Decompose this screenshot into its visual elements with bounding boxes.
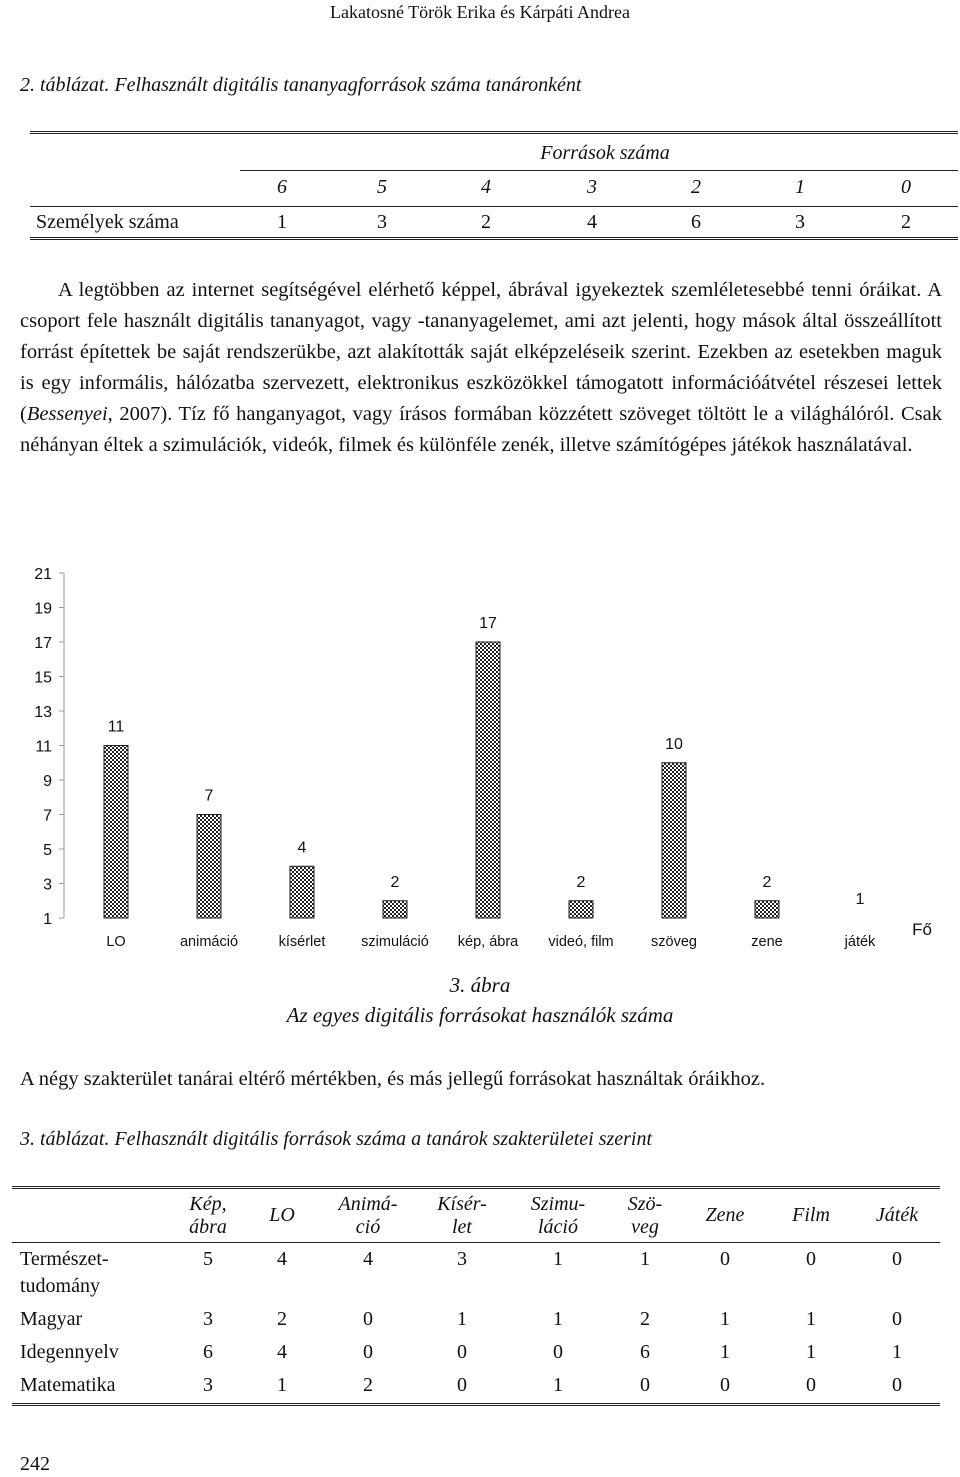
y-tick-label: 21 bbox=[34, 566, 52, 583]
table3-col-header bbox=[323, 1193, 413, 1239]
table3-cell: 1 bbox=[806, 1341, 816, 1363]
table2-mid-rule bbox=[30, 206, 958, 207]
table3-cell: 0 bbox=[892, 1248, 902, 1270]
table3-cell: 1 bbox=[892, 1341, 902, 1363]
table3-cell: 1 bbox=[720, 1341, 730, 1363]
bar bbox=[476, 642, 500, 918]
table3-col-header-line: Szö- bbox=[627, 1193, 663, 1215]
bar bbox=[290, 866, 314, 918]
table3-cell: 2 bbox=[277, 1308, 287, 1330]
y-tick-label: 15 bbox=[34, 669, 52, 687]
x-category-label: kísérlet bbox=[278, 934, 326, 950]
bar-data-label: 17 bbox=[479, 615, 497, 632]
table2-bottom-rule bbox=[30, 237, 958, 240]
table3-col-header bbox=[600, 1193, 690, 1239]
table2-cell: 3 bbox=[377, 211, 387, 233]
bar-data-label: 4 bbox=[297, 839, 307, 857]
table3-col-header-line: Zene bbox=[705, 1204, 745, 1226]
table3-col-header-line: Film bbox=[792, 1204, 830, 1226]
table3-cell: 1 bbox=[720, 1308, 730, 1330]
table3-cell: 3 bbox=[203, 1374, 213, 1396]
bar-data-label: 1 bbox=[855, 891, 865, 908]
figure-title: Az egyes digitális forrásokat használók száma bbox=[286, 1003, 674, 1027]
paragraph-part1: A legtöbben az internet segítségével elérhető képpel, ábrával igyekeztek szemléletesebbé tenni óráikat. A csoport fele használt digitális tananyagot, vagy -tananyagelemet, ami azt jelenti, hogy mások által összeállított forrást építettek be saját rendszerükbe, azt alakították saját elképzeléseik szerint. Ezekben az esetekben maguk is egy informális, hálózatba szervezett, elektronikus eszközökkel támogatott információátvétel részesei lettek ( bbox=[20, 279, 942, 425]
table3-cell: 1 bbox=[553, 1308, 563, 1330]
table3-cell: 0 bbox=[457, 1341, 467, 1363]
table3-row-label-line: Magyar bbox=[20, 1308, 83, 1330]
table3-cell: 0 bbox=[457, 1374, 467, 1396]
table3-cell: 2 bbox=[640, 1308, 650, 1330]
table2-row-label: Személyek száma bbox=[36, 211, 179, 233]
x-category-label: szöveg bbox=[651, 934, 697, 950]
table3-cell: 2 bbox=[363, 1374, 373, 1396]
table3-cell: 0 bbox=[363, 1308, 373, 1330]
bar-data-label: 11 bbox=[107, 718, 125, 736]
x-category-label: animáció bbox=[179, 934, 239, 950]
table3-cell: 3 bbox=[203, 1308, 213, 1330]
y-tick-label: 7 bbox=[43, 807, 52, 825]
table2-col-header: 4 bbox=[481, 176, 491, 198]
table3-cell: 0 bbox=[892, 1374, 902, 1396]
bar bbox=[383, 901, 407, 918]
table3-cell: 0 bbox=[720, 1374, 730, 1396]
y-tick-label: 9 bbox=[43, 773, 52, 790]
table2-col-header: 1 bbox=[795, 176, 805, 198]
table3-col-header-line: láció bbox=[538, 1216, 578, 1238]
table3-col-header-line: ábra bbox=[189, 1216, 227, 1238]
table2-caption-label: 2. táblázat. bbox=[20, 74, 110, 96]
table3-col-header bbox=[417, 1193, 507, 1239]
x-category-label: játék bbox=[844, 934, 876, 950]
y-tick-label: 13 bbox=[34, 704, 52, 721]
table3-col-header-line: ció bbox=[355, 1216, 381, 1238]
table3-col-header-line: Szimu- bbox=[530, 1193, 586, 1215]
table3-col-header-line: Animá- bbox=[338, 1193, 398, 1215]
bar bbox=[197, 815, 221, 919]
table2-caption-text: Felhasznált digitális tananyagforrások száma tanáronként bbox=[114, 74, 582, 96]
table3-caption-label: 3. táblázat. bbox=[20, 1128, 110, 1150]
table3-cell: 6 bbox=[203, 1341, 213, 1363]
citation-author: Bessenyei bbox=[26, 403, 108, 425]
table3-col-header bbox=[237, 1204, 327, 1227]
table2-col-header: 0 bbox=[901, 176, 911, 198]
table3-col-header-line: Kísér- bbox=[437, 1193, 487, 1215]
bar bbox=[755, 901, 779, 918]
table3-cell: 4 bbox=[277, 1341, 287, 1363]
table3-row-label bbox=[20, 1246, 109, 1300]
table3-cell: 0 bbox=[640, 1374, 650, 1396]
paragraph-part2: , 2007). Tíz fő hanganyagot, vagy írásos formában közzétett szöveget töltött le a világhálóról. Csak néhányan éltek a szimulációk, videók, filmek és különféle zenék, illetve számítógépes játékok használatával. bbox=[20, 403, 942, 456]
bar-data-label: 2 bbox=[762, 873, 772, 891]
table3-cell: 6 bbox=[640, 1341, 650, 1363]
table3-caption-text: Felhasznált digitális források száma a tanárok szakterületei szerint bbox=[114, 1128, 653, 1150]
table3-col-header-line: Játék bbox=[875, 1204, 919, 1226]
table3-bottom-rule bbox=[12, 1403, 940, 1406]
bar-data-label: 2 bbox=[576, 873, 586, 891]
transition-sentence: A négy szakterület tanárai eltérő mértékben, és más jellegű forrásokat használtak óráikhoz. bbox=[20, 1068, 766, 1090]
table3-col-header-line: LO bbox=[269, 1204, 295, 1226]
table3-cell: 3 bbox=[457, 1248, 467, 1270]
table3-cell: 1 bbox=[553, 1248, 563, 1270]
table2-cell: 6 bbox=[691, 211, 701, 233]
table3-row-label bbox=[20, 1306, 82, 1333]
table3-cell: 1 bbox=[640, 1248, 650, 1270]
table2-top-rule bbox=[30, 131, 958, 134]
table3-row-label-line: tudomány bbox=[20, 1275, 100, 1297]
table3-col-header bbox=[513, 1193, 603, 1239]
table3-row-label bbox=[20, 1372, 116, 1399]
table3-cell: 1 bbox=[457, 1308, 467, 1330]
table2-caption bbox=[20, 74, 581, 97]
table3-cell: 1 bbox=[806, 1308, 816, 1330]
table2-group-rule bbox=[240, 170, 958, 171]
table2-col-header: 3 bbox=[587, 176, 597, 198]
y-tick-label: 1 bbox=[43, 911, 52, 928]
body-paragraph bbox=[20, 275, 942, 461]
table3-header-rule bbox=[12, 1242, 940, 1243]
x-category-label: kép, ábra bbox=[457, 934, 519, 950]
table3-col-header-line: veg bbox=[631, 1216, 659, 1238]
page-number: 242 bbox=[20, 1453, 50, 1475]
bar bbox=[104, 746, 128, 919]
table3-cell: 0 bbox=[806, 1248, 816, 1270]
table3-row-label bbox=[20, 1339, 119, 1366]
table2-col-header: 2 bbox=[691, 176, 701, 198]
table2-cell: 3 bbox=[795, 211, 805, 233]
y-tick-label: 11 bbox=[35, 738, 52, 756]
x-category-label: videó, film bbox=[548, 934, 614, 950]
table3-row-label-line: Idegennyelv bbox=[20, 1341, 119, 1363]
bar-data-label: 2 bbox=[390, 873, 400, 891]
table3-cell: 4 bbox=[363, 1248, 373, 1270]
table3-cell: 0 bbox=[892, 1308, 902, 1330]
bar bbox=[569, 901, 593, 918]
bar bbox=[662, 763, 686, 918]
y-tick-label: 3 bbox=[43, 876, 52, 894]
table3-col-header bbox=[852, 1204, 942, 1227]
table3-cell: 4 bbox=[277, 1248, 287, 1270]
table3-row-label-line: Matematika bbox=[20, 1374, 116, 1396]
table3-caption bbox=[20, 1128, 652, 1151]
figure-number: 3. ábra bbox=[449, 973, 511, 997]
table3-col-header-line: let bbox=[452, 1216, 472, 1238]
table3-col-header-line: Kép, bbox=[189, 1193, 227, 1215]
table3-col-header bbox=[680, 1204, 770, 1227]
x-category-label: LO bbox=[106, 934, 126, 950]
y-tick-label: 17 bbox=[34, 635, 52, 652]
table2-cell: 2 bbox=[481, 211, 491, 233]
table3-cell: 0 bbox=[363, 1341, 373, 1363]
bar-data-label: 7 bbox=[204, 787, 214, 805]
running-header: Lakatosné Török Erika és Kárpáti Andrea bbox=[329, 2, 631, 22]
table2-col-header: 5 bbox=[377, 176, 387, 198]
y-tick-label: 5 bbox=[43, 842, 52, 859]
table3-col-header bbox=[766, 1204, 856, 1227]
table2-cell: 1 bbox=[277, 211, 287, 233]
x-category-label: zene bbox=[751, 934, 783, 950]
table2-cell: 2 bbox=[901, 211, 911, 233]
table3-cell: 5 bbox=[203, 1248, 213, 1270]
bar-data-label: 10 bbox=[665, 735, 683, 753]
table3-cell: 0 bbox=[720, 1248, 730, 1270]
table3-top-rule bbox=[12, 1186, 940, 1189]
table2-group-header: Források száma bbox=[540, 142, 670, 164]
y-tick-label: 19 bbox=[34, 600, 52, 618]
table3-cell: 1 bbox=[553, 1374, 563, 1396]
table3-row-label-line: Természet- bbox=[20, 1248, 109, 1270]
x-category-label: szimuláció bbox=[361, 934, 429, 950]
table3-cell: 0 bbox=[806, 1374, 816, 1396]
table3-cell: 1 bbox=[277, 1374, 287, 1396]
table3-cell: 0 bbox=[553, 1341, 563, 1363]
bar-chart bbox=[0, 555, 960, 955]
table2-col-header: 6 bbox=[277, 176, 287, 198]
table2-cell: 4 bbox=[587, 211, 597, 233]
x-axis-unit-label: Fő bbox=[912, 920, 932, 939]
